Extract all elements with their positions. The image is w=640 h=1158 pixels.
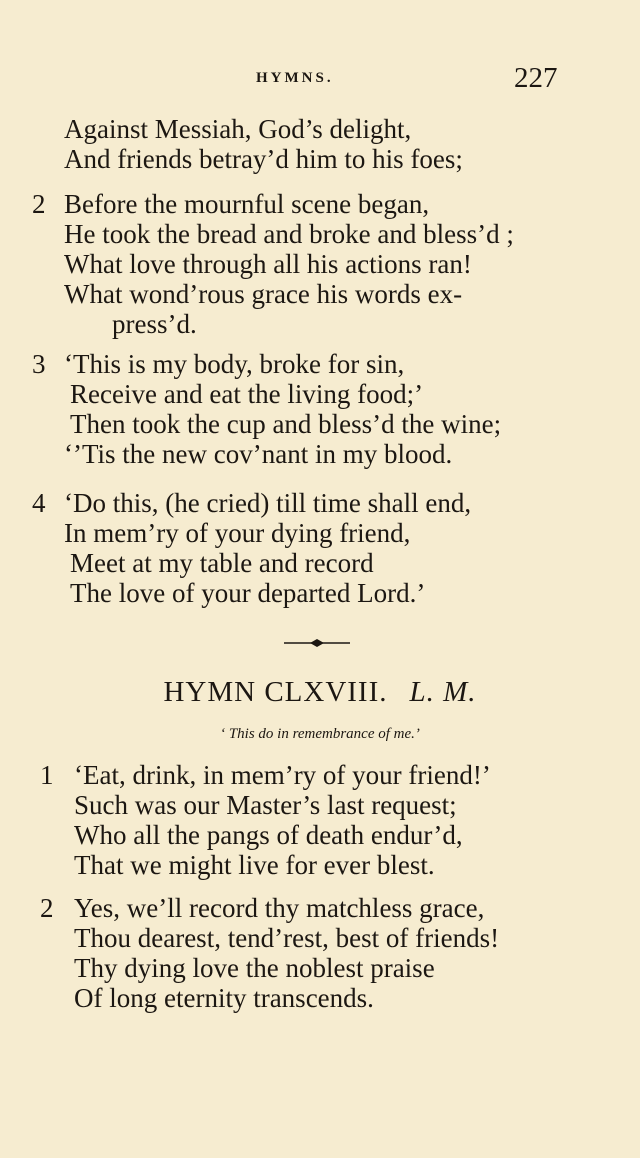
- verse-line: 4 ‘Do this, (he cried) till time shall end,: [32, 488, 472, 518]
- stanza-number: 2: [40, 893, 54, 923]
- hymn-stanza-1: [0, 760, 640, 880]
- running-head: [0, 62, 640, 98]
- verse-line: He took the bread and broke and bless’d ;: [64, 219, 514, 249]
- verse-line: Then took the cup and bless’d the wine;: [70, 409, 502, 439]
- stanza-3: [0, 349, 640, 469]
- verse-line: What wond’rous grace his words ex-: [64, 279, 463, 309]
- verse-line: That we might live for ever blest.: [74, 850, 435, 880]
- hymn-epigraph: ‘ This do in remembrance of me.’: [220, 726, 420, 742]
- ornamental-rule: [284, 637, 350, 649]
- verse-line: Against Messiah, God’s delight,: [64, 114, 412, 144]
- hymn-meter: L. M.: [409, 676, 477, 708]
- verse-line: Such was our Master’s last request;: [74, 790, 457, 820]
- hymn-stanza-2: [0, 893, 640, 1013]
- running-title: HYMNS.: [256, 70, 334, 86]
- verse-line: 2 Yes, we’ll record thy matchless grace,: [40, 893, 485, 923]
- verse-line: Meet at my table and record: [70, 548, 374, 578]
- verse-line: 3 ‘This is my body, broke for sin,: [32, 349, 405, 379]
- verse-line-continuation: press’d.: [112, 309, 197, 339]
- stanza-number: 4: [32, 488, 46, 518]
- verse-line: Of long eternity transcends.: [74, 983, 374, 1013]
- stanza-2: [0, 189, 640, 339]
- hymn-title: [0, 676, 640, 709]
- stanza-continuation: [0, 114, 640, 174]
- hymn-number-title: HYMN CLXVIII.: [163, 676, 388, 708]
- verse-line: 1 ‘Eat, drink, in mem’ry of your friend!’: [40, 760, 491, 790]
- verse-line: Who all the pangs of death endur’d,: [74, 820, 463, 850]
- verse-line: Thou dearest, tend’rest, best of friends!: [74, 923, 500, 953]
- verse-line: The love of your departed Lord.’: [70, 578, 426, 608]
- verse-line: Thy dying love the noblest praise: [74, 953, 435, 983]
- verse-line: And friends betray’d him to his foes;: [64, 144, 463, 174]
- verse-line: ‘’Tis the new cov’nant in my blood.: [64, 439, 453, 469]
- stanza-number: 1: [40, 760, 54, 790]
- verse-line: Receive and eat the living food;’: [70, 379, 424, 409]
- verse-line: In mem’ry of your dying friend,: [64, 518, 411, 548]
- stanza-number: 2: [32, 189, 46, 219]
- stanza-4: [0, 488, 640, 608]
- page-number: 227: [514, 62, 558, 94]
- verse-line: What love through all his actions ran!: [64, 249, 472, 279]
- verse-line: 2 Before the mournful scene began,: [32, 189, 430, 219]
- stanza-number: 3: [32, 349, 46, 379]
